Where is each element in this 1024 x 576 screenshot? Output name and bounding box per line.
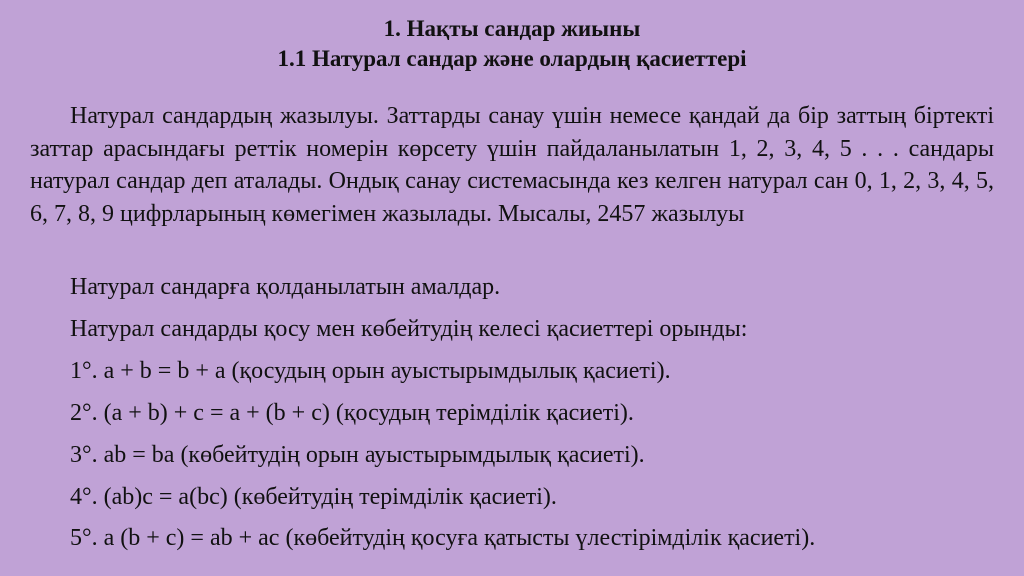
property-item-2: 2°. (a + b) + c = a + (b + c) (қосудың терімділік қасиеті). bbox=[70, 400, 634, 426]
section-title: 1. Нақты сандар жиыны bbox=[383, 16, 641, 41]
properties-intro: Натурал сандарды қосу мен көбейтудің келесі қасиеттері орынды: bbox=[70, 316, 748, 342]
property-item-5: 5°. a (b + c) = ab + ac (көбейтудің қосуға қатысты үлестірімділік қасиеті). bbox=[70, 525, 816, 551]
property-item-1: 1°. a + b = b + a (қосудың орын ауыстырымдылық қасиеті). bbox=[70, 358, 671, 384]
property-item-4: 4°. (ab)c = a(bc) (көбейтудің терімділік қасиеті). bbox=[70, 484, 557, 510]
intro-paragraph: Натурал сандардың жазылуы. Заттарды санау үшін немесе қандай да бір заттың біртекті заттар арасындағы реттік номерін көрсету үшін пайдаланылатын 1, 2, 3, 4, 5 . . . сандары натурал сандар деп аталады. Ондық санау системасында кез келген натурал сан 0, 1, 2, 3, 4, 5, 6, 7, 8, 9 цифрларының көмегімен жазылады. Мысалы, 2457 жазылуы bbox=[30, 103, 994, 227]
subsection-title: 1.1 Натурал сандар және олардың қасиеттері bbox=[277, 46, 747, 71]
slide-heading bbox=[0, 14, 1024, 74]
property-item-3: 3°. ab = ba (көбейтудің орын ауыстырымдылық қасиеті). bbox=[70, 442, 645, 468]
operations-line: Натурал сандарға қолданылатын амалдар. bbox=[70, 274, 501, 300]
